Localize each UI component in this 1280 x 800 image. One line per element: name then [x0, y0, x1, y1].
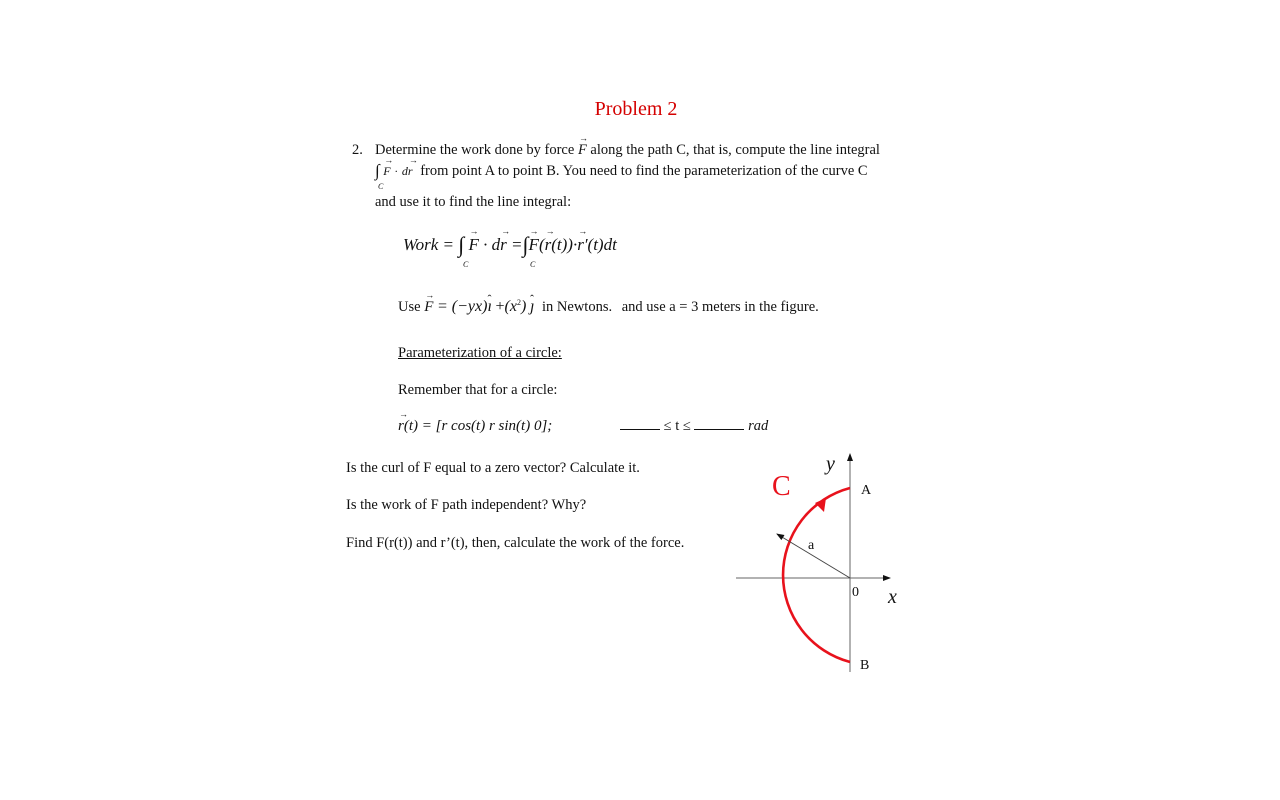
integrand-d: d	[401, 164, 408, 178]
force-paren-open: (x	[504, 298, 517, 315]
page-title: Problem 2	[594, 98, 678, 120]
work-r: → r	[500, 235, 507, 254]
work-rhs-open: (	[538, 235, 545, 254]
force-eq-part1: = (−yx)	[436, 298, 488, 315]
integral-sign-icon: ∫	[458, 232, 465, 257]
question-path-independent: Is the work of F path independent? Why?	[346, 497, 587, 513]
param-bounds	[620, 418, 768, 435]
circle-figure	[720, 440, 920, 690]
force-vector-symbol: → F	[578, 142, 587, 158]
y-axis-label: y	[826, 453, 835, 475]
integral-subscript: C	[378, 182, 384, 191]
x-axis-label: x	[888, 586, 897, 608]
work-rhs-r: → r	[545, 235, 552, 254]
force-definition	[398, 298, 819, 316]
force-F: → F	[424, 299, 433, 315]
work-rhs-dot: ·	[572, 235, 578, 254]
force-j-hat: ˆ ȷ	[530, 298, 534, 315]
curve-label-c: C	[772, 471, 791, 502]
work-sub-2: C	[530, 260, 536, 269]
param-formula	[398, 418, 552, 435]
param-unit: rad	[748, 418, 769, 434]
work-formula	[403, 230, 617, 256]
force-paren-close: )	[520, 298, 527, 315]
point-a-label: A	[861, 483, 872, 498]
work-sub-1: C	[463, 260, 469, 269]
work-equals: =	[511, 235, 523, 254]
question-line-2	[375, 160, 868, 180]
force-units: in Newtons.	[542, 299, 613, 315]
question-curl: Is the curl of F equal to a zero vector? Calculate it.	[346, 460, 640, 476]
force-plus: +	[495, 298, 505, 315]
question-line-1	[375, 142, 880, 159]
question-line-2-text: from point A to point B. You need to find the parameterization of the curve C	[420, 163, 868, 179]
param-r: → r	[398, 418, 404, 434]
remember-text: Remember that for a circle:	[398, 382, 558, 398]
radius-label: a	[808, 538, 815, 553]
integral-sign-icon: ∫	[375, 161, 380, 180]
force-i-hat: ˆ ı	[487, 298, 491, 315]
force-use: Use	[398, 299, 421, 315]
question-line-3: and use it to find the line integral:	[375, 194, 572, 210]
param-leq: ≤ t ≤	[663, 418, 691, 434]
integrand-F: → F	[383, 164, 390, 178]
path-c-semicircle	[783, 488, 850, 662]
param-heading: Parameterization of a circle:	[398, 345, 562, 361]
integrand-dot: ·	[394, 164, 399, 178]
lower-bound-blank[interactable]	[620, 418, 660, 430]
question-find-work: Find F(r(t)) and r’(t), then, calculate the work of the force.	[346, 535, 685, 551]
work-rhs-F: → F	[529, 235, 539, 254]
question-number: 2.	[352, 142, 363, 158]
upper-bound-blank[interactable]	[694, 418, 744, 430]
force-sup: 2	[516, 298, 521, 308]
param-lhs: (t) = [r cos(t) r sin(t) 0];	[403, 418, 553, 434]
work-rhs-rp: → r	[577, 235, 584, 254]
question-line-1-after: along the path C, that is, compute the line integral	[590, 142, 880, 158]
work-dot: ·	[483, 235, 488, 254]
point-b-label: B	[860, 658, 870, 673]
force-figure-note: and use a = 3 meters in the figure.	[621, 299, 819, 315]
work-d: d	[491, 235, 501, 254]
integral-sign-icon: ∫	[522, 232, 529, 257]
work-rhs-t: (t))	[551, 235, 573, 254]
integrand-r: → r	[408, 164, 413, 178]
work-lhs: Work =	[403, 235, 454, 254]
origin-label: 0	[852, 585, 859, 600]
work-rhs-tail: ′(t)dt	[583, 235, 617, 254]
work-F: → F	[469, 235, 479, 254]
question-line-1-text: Determine the work done by force	[375, 142, 575, 158]
